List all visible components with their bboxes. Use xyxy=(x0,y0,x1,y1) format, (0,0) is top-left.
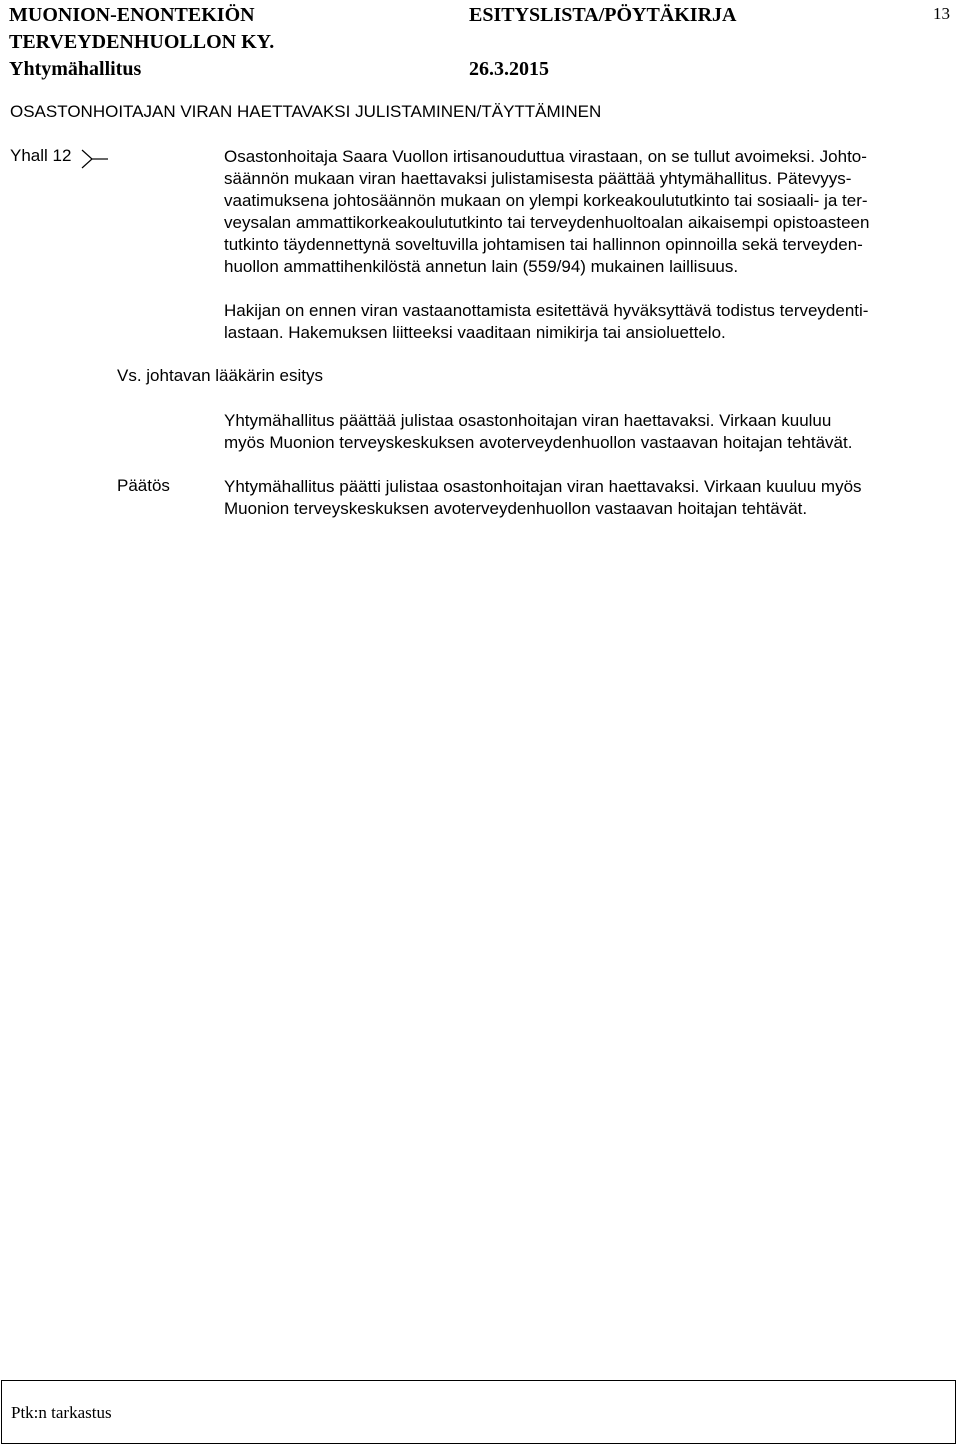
paragraph-line: säännön mukaan viran haettavaksi julistamisesta päättää yhtymähallitus. Pätevyys- xyxy=(224,169,852,188)
paragraph-line: Yhtymähallitus päätti julistaa osastonhoitajan viran haettavaksi. Virkaan kuuluu myös xyxy=(224,477,862,496)
paragraph-mark-icon xyxy=(80,146,120,170)
paragraph-line: lastaan. Hakemuksen liitteeksi vaaditaan nimikirja tai ansioluettelo. xyxy=(224,323,726,342)
paragraph-line: huollon ammattihenkilöstä annetun lain (559/94) mukainen laillisuus. xyxy=(224,257,739,276)
paragraph-background xyxy=(224,146,946,278)
page-number: 13 xyxy=(933,4,950,23)
review-box xyxy=(1,1380,956,1444)
paragraph-line: Hakijan on ennen viran vastaanottamista esitettävä hyväksyttävä todistus terveydenti- xyxy=(224,301,869,320)
decision-label: Päätös xyxy=(117,476,170,495)
organization-name-line2: TERVEYDENHUOLLON KY. xyxy=(9,31,275,53)
review-label: Ptk:n tarkastus xyxy=(11,1403,112,1422)
body-name: Yhtymähallitus xyxy=(9,58,142,80)
decision-text xyxy=(224,476,946,520)
paragraph-line: myös Muonion terveyskeskuksen avoterveydenhuollon vastaavan hoitajan tehtävät. xyxy=(224,433,853,452)
proposal-label: Vs. johtavan lääkärin esitys xyxy=(117,366,323,385)
section-title: OSASTONHOITAJAN VIRAN HAETTAVAKSI JULISTAMINEN/TÄYTTÄMINEN xyxy=(10,102,602,121)
paragraph-line: veysalan ammattikorkeakoulututkinto tai terveydenhuoltoalan aikaisempi opistoasteen xyxy=(224,213,870,232)
paragraph-line: Yhtymähallitus päättää julistaa osastonhoitajan viran haettavaksi. Virkaan kuuluu xyxy=(224,411,832,430)
meeting-date: 26.3.2015 xyxy=(469,58,549,80)
item-reference: Yhall 12 xyxy=(10,146,72,165)
paragraph-requirements xyxy=(224,300,946,344)
proposal-text xyxy=(224,410,946,454)
document-type: ESITYSLISTA/PÖYTÄKIRJA xyxy=(469,4,737,26)
paragraph-line: tutkinto täydennettynä soveltuvilla johtamisen tai hallinnon opinnoilla sekä terveyden- xyxy=(224,235,863,254)
paragraph-line: vaatimuksena johtosäännön mukaan on ylempi korkeakoulututkinto tai sosiaali- ja ter- xyxy=(224,191,868,210)
paragraph-line: Muonion terveyskeskuksen avoterveydenhuollon vastaavan hoitajan tehtävät. xyxy=(224,499,808,518)
organization-name-line1: MUONION-ENONTEKIÖN xyxy=(9,4,255,26)
paragraph-line: Osastonhoitaja Saara Vuollon irtisanouduttua virastaan, on se tullut avoimeksi. Johto- xyxy=(224,147,867,166)
